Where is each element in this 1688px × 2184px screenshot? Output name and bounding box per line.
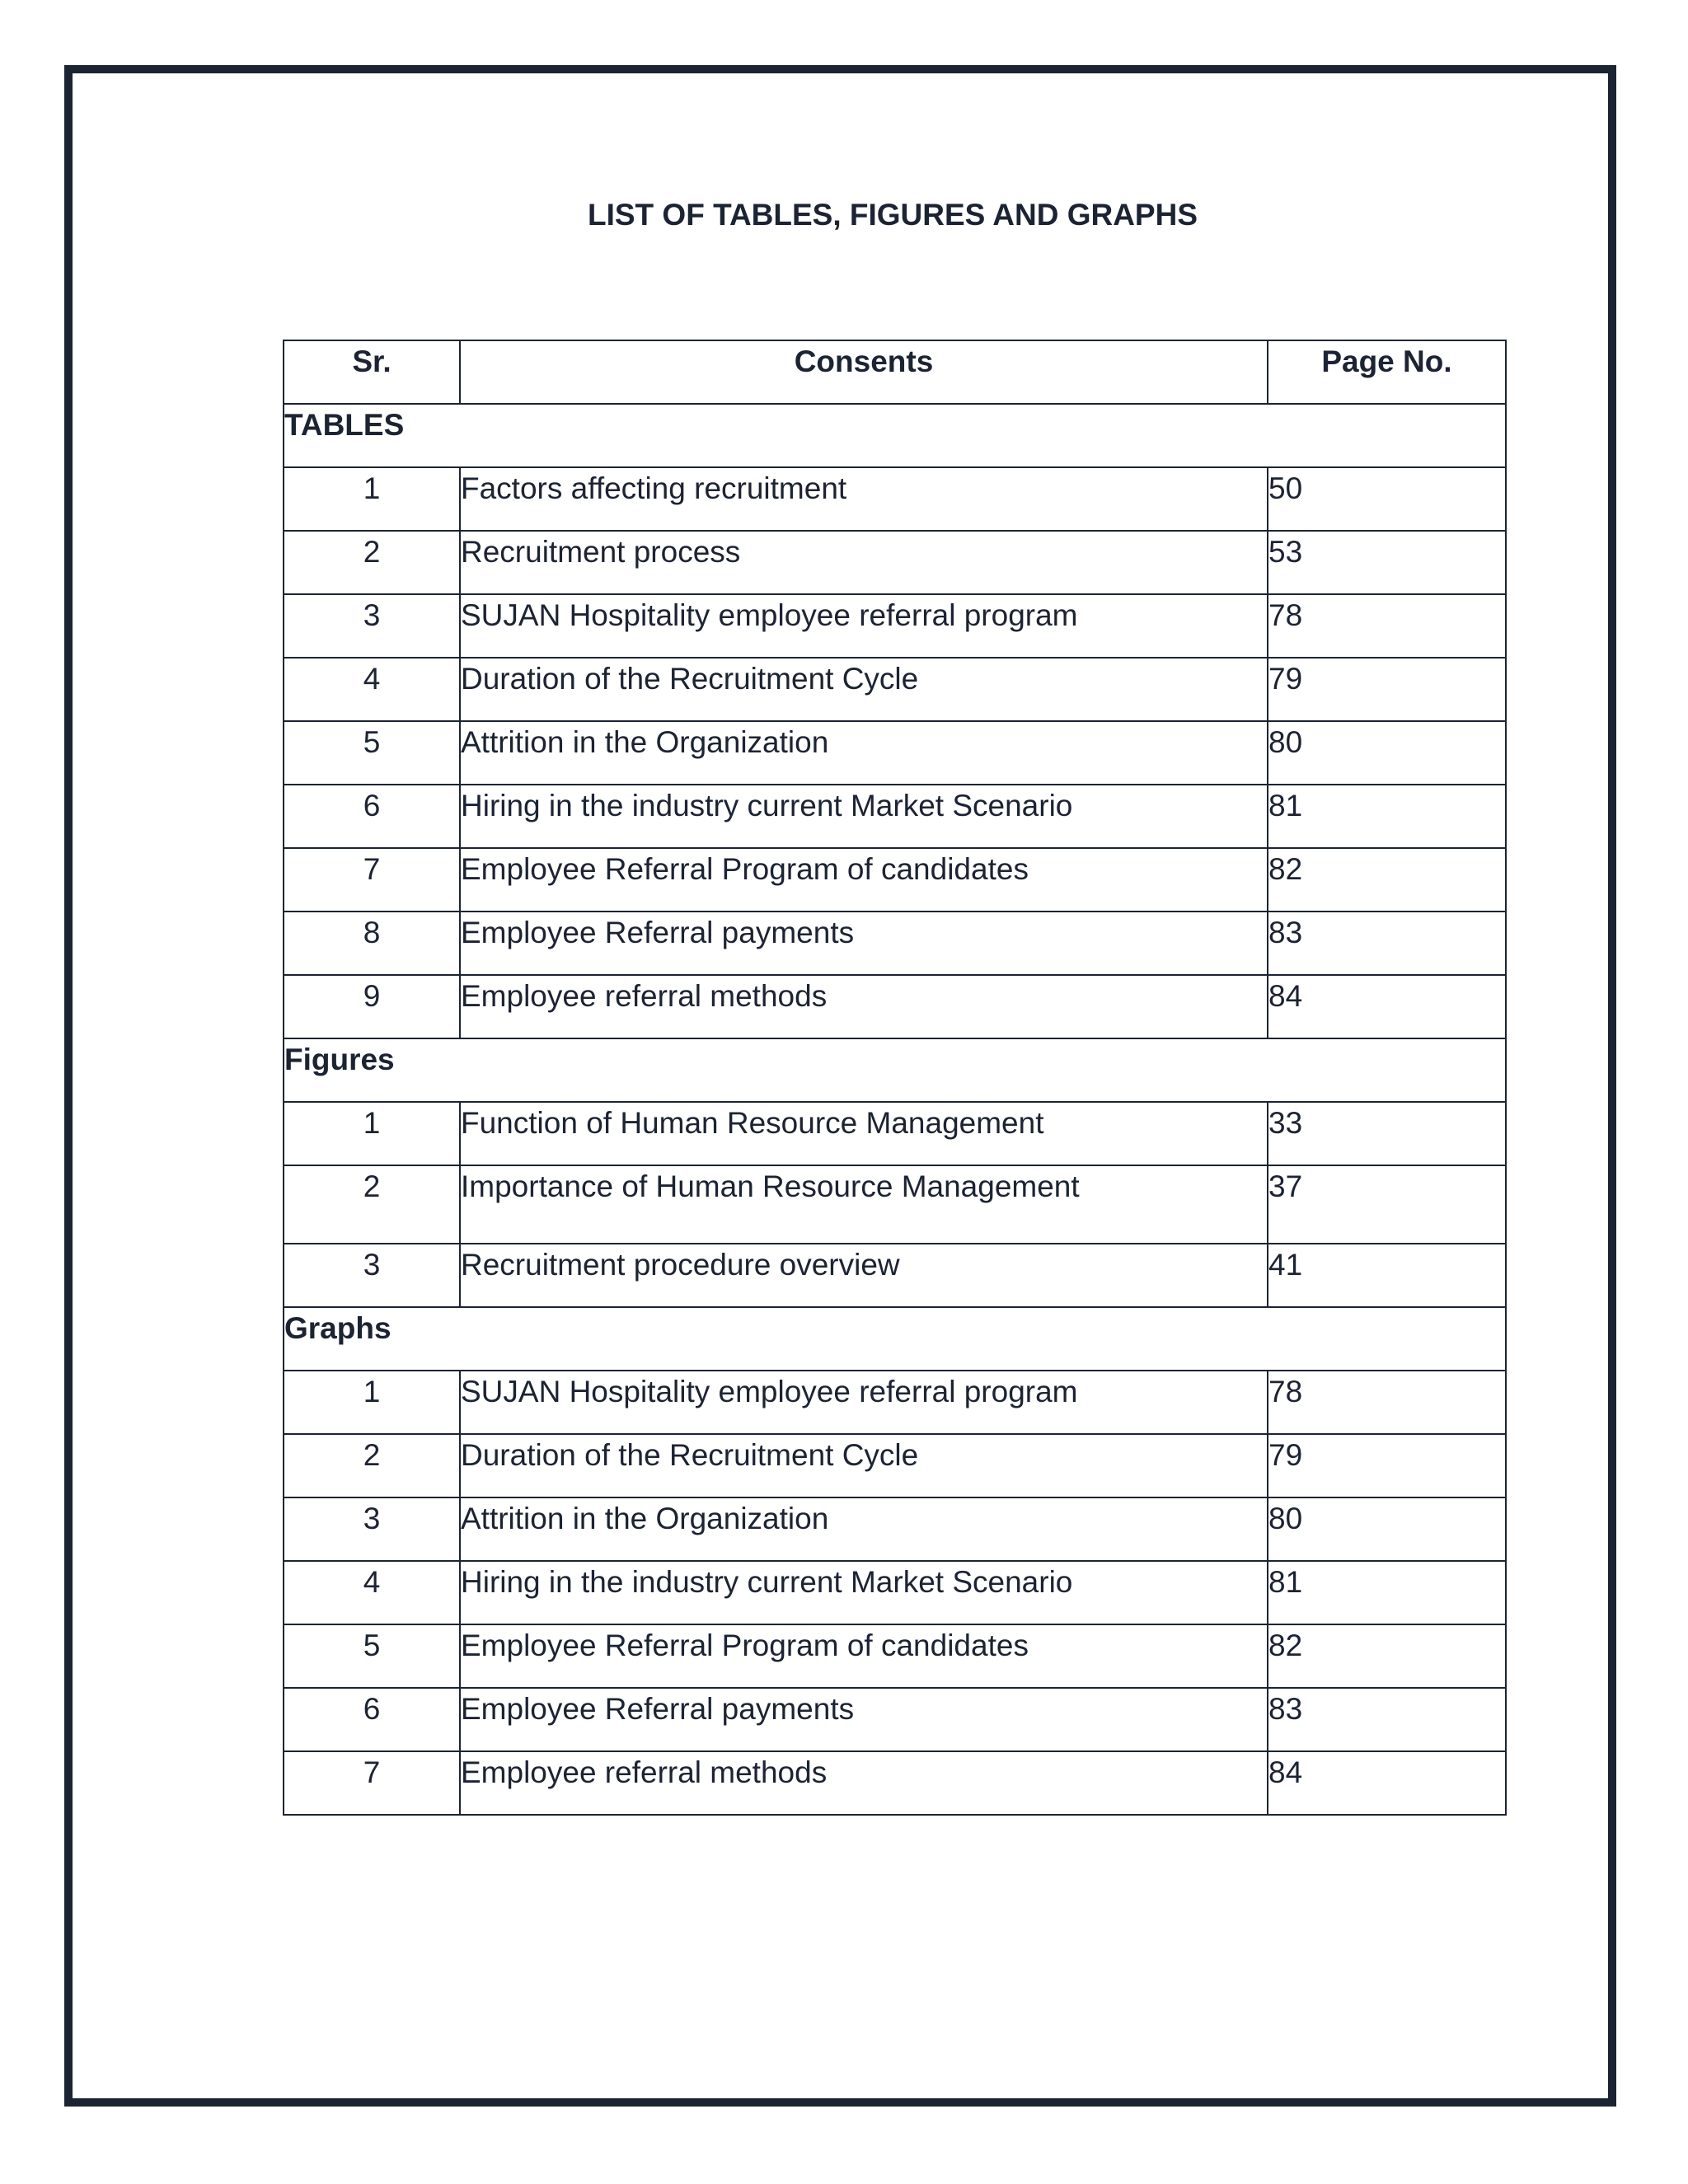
row-number: 3 xyxy=(284,1244,460,1307)
row-page-number: 33 xyxy=(1268,1102,1506,1165)
table-row xyxy=(284,1688,1506,1751)
row-number: 5 xyxy=(284,1624,460,1688)
row-page-number: 79 xyxy=(1268,1434,1506,1497)
row-page-number: 81 xyxy=(1268,1561,1506,1624)
row-number: 6 xyxy=(284,1688,460,1751)
row-title: SUJAN Hospitality employee referral program xyxy=(460,1371,1268,1434)
row-title: Employee referral methods xyxy=(460,1751,1268,1815)
table-row xyxy=(284,1561,1506,1624)
row-number: 2 xyxy=(284,1165,460,1244)
row-title: Duration of the Recruitment Cycle xyxy=(460,658,1268,721)
table-body xyxy=(284,404,1506,1815)
header-contents: Consents xyxy=(460,340,1268,404)
row-number: 6 xyxy=(284,785,460,848)
table-row xyxy=(284,658,1506,721)
row-page-number: 50 xyxy=(1268,467,1506,531)
header-row xyxy=(284,340,1506,404)
row-page-number: 84 xyxy=(1268,1751,1506,1815)
row-title: Factors affecting recruitment xyxy=(460,467,1268,531)
row-page-number: 84 xyxy=(1268,975,1506,1038)
section-heading: TABLES xyxy=(284,404,1506,467)
row-title: Hiring in the industry current Market Scenario xyxy=(460,785,1268,848)
row-title: Function of Human Resource Management xyxy=(460,1102,1268,1165)
row-title: Recruitment procedure overview xyxy=(460,1244,1268,1307)
row-number: 5 xyxy=(284,721,460,785)
row-number: 4 xyxy=(284,1561,460,1624)
table-row xyxy=(284,1165,1506,1244)
row-page-number: 81 xyxy=(1268,785,1506,848)
table-row xyxy=(284,848,1506,912)
row-page-number: 83 xyxy=(1268,912,1506,975)
table-row xyxy=(284,1434,1506,1497)
table-row xyxy=(284,1371,1506,1434)
row-title: Hiring in the industry current Market Scenario xyxy=(460,1561,1268,1624)
table-row xyxy=(284,1624,1506,1688)
row-title: Employee Referral Program of candidates xyxy=(460,1624,1268,1688)
table-row xyxy=(284,531,1506,594)
row-page-number: 82 xyxy=(1268,848,1506,912)
row-number: 7 xyxy=(284,848,460,912)
section-row xyxy=(284,404,1506,467)
table-row xyxy=(284,1497,1506,1561)
row-page-number: 82 xyxy=(1268,1624,1506,1688)
table-row xyxy=(284,467,1506,531)
table-row xyxy=(284,721,1506,785)
header-sr: Sr. xyxy=(284,340,460,404)
table-row xyxy=(284,1244,1506,1307)
table-row xyxy=(284,1102,1506,1165)
row-title: Employee Referral payments xyxy=(460,912,1268,975)
row-title: Duration of the Recruitment Cycle xyxy=(460,1434,1268,1497)
header-page: Page No. xyxy=(1268,340,1506,404)
row-title: Employee referral methods xyxy=(460,975,1268,1038)
row-number: 1 xyxy=(284,467,460,531)
page-title: LIST OF TABLES, FIGURES AND GRAPHS xyxy=(587,198,1198,232)
table-row xyxy=(284,912,1506,975)
table-row xyxy=(284,1751,1506,1815)
contents-table xyxy=(283,340,1507,1816)
row-number: 1 xyxy=(284,1371,460,1434)
row-title: Recruitment process xyxy=(460,531,1268,594)
row-number: 3 xyxy=(284,1497,460,1561)
row-page-number: 53 xyxy=(1268,531,1506,594)
row-number: 9 xyxy=(284,975,460,1038)
section-heading: Figures xyxy=(284,1038,1506,1102)
row-number: 4 xyxy=(284,658,460,721)
row-page-number: 41 xyxy=(1268,1244,1506,1307)
row-number: 8 xyxy=(284,912,460,975)
row-number: 3 xyxy=(284,594,460,658)
table-row xyxy=(284,785,1506,848)
row-page-number: 83 xyxy=(1268,1688,1506,1751)
row-page-number: 78 xyxy=(1268,594,1506,658)
row-number: 1 xyxy=(284,1102,460,1165)
row-page-number: 80 xyxy=(1268,721,1506,785)
row-page-number: 78 xyxy=(1268,1371,1506,1434)
section-row xyxy=(284,1307,1506,1371)
row-title: Employee Referral payments xyxy=(460,1688,1268,1751)
row-title: Attrition in the Organization xyxy=(460,721,1268,785)
row-number: 7 xyxy=(284,1751,460,1815)
row-number: 2 xyxy=(284,1434,460,1497)
section-heading: Graphs xyxy=(284,1307,1506,1371)
row-page-number: 79 xyxy=(1268,658,1506,721)
section-row xyxy=(284,1038,1506,1102)
row-number: 2 xyxy=(284,531,460,594)
row-page-number: 80 xyxy=(1268,1497,1506,1561)
table-row xyxy=(284,594,1506,658)
row-page-number: 37 xyxy=(1268,1165,1506,1244)
row-title: Employee Referral Program of candidates xyxy=(460,848,1268,912)
row-title: Importance of Human Resource Management xyxy=(460,1165,1268,1244)
table-row xyxy=(284,975,1506,1038)
row-title: SUJAN Hospitality employee referral program xyxy=(460,594,1268,658)
row-title: Attrition in the Organization xyxy=(460,1497,1268,1561)
